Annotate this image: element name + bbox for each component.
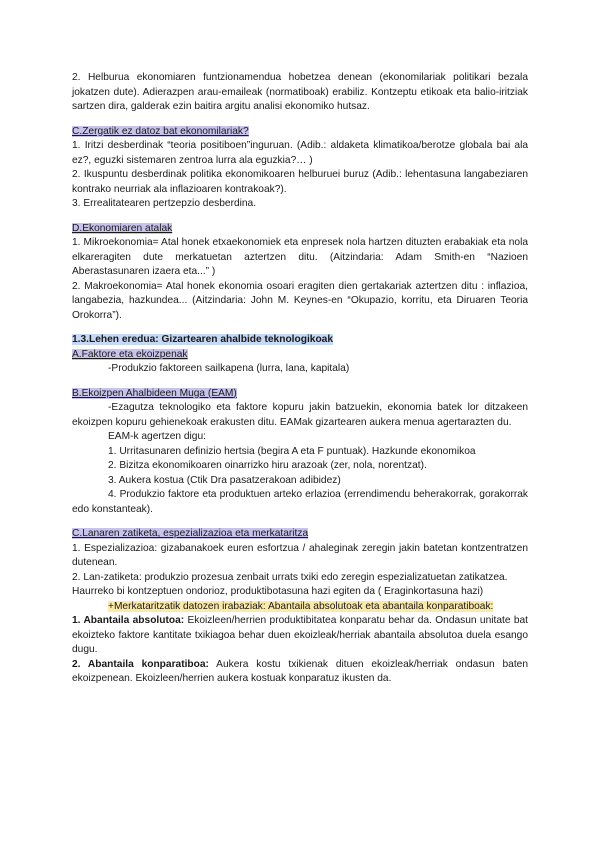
subsection-b-heading: B.Ekoizpen Ahalbideen Muga (EAM) [72,387,237,399]
abantaila-absolutoa-label: 1. Abantaila absolutoa: [72,615,185,626]
abantaila-absolutoa-text: Ekoizleen/herrien produktibitatea konparatu behar da. Ondasun unitate bat ekoizteko faktore kantitate txikiagoa behar duen ekoizleak/herriak abantaila absolutoa duela esango dugu. [72,615,528,655]
subsection-c-haurreko: Haurreko bi kontzeptuen ondorioz, produktibotasuna hazi egiten da ( Eraginkortasuna hazi) [72,586,484,597]
abantaila-konparatiboa [72,658,528,687]
subsection-a-heading: A.Faktore eta ekoizpenak [72,348,188,360]
section-d-heading: D.Ekonomiaren atalak [72,222,173,234]
subsection-c-heading: C.Lanaren zatiketa, espezializazioa eta merkataritza [72,528,309,539]
subsection-b-item-1: 1. Urritasunaren definizio hertsia (begira A eta F puntuak). Hazkunde ekonomikoa [108,445,476,457]
subsection-b-intro: EAM-k agertzen digu: [108,431,206,442]
subsection-a-text: -Produkzio faktoreen sailkapena (lurra, lana, kapitala) [108,363,350,374]
document-body [72,71,528,687]
intro-paragraph-2: 2. Helburua ekonomiaren funtzionamendua hobetzea denean (ekonomilariak politikari bezala jokatzen dute). Adierazpen arau-emaileak (normatiboak) erabiliz. Kontzeptu etikoak eta balio-iritziak sartzen dira, galderak ezin baitira argitu analisi ekonomiko hutsaz. [72,72,528,112]
subsection-b-item-3: 3. Aukera kostua (Ctik Dra pasatzerakoan adibidez) [108,474,341,486]
section-c-item-1: 1. Iritzi desberdinak “teoria positiboen”inguruan. (Adib.: aldaketa klimatikoa/berotze globala bai ala ez?, eguzki sistemaren zentroa lurra ala eguzkia?… ) [72,140,528,166]
section-d-item-1: 1. Mikroekonomia= Atal honek etxaekonomiek eta enpresek nola hartzen dituzten erabakiak eta nola elkareragiten dute merkatuetan aztertzen ditu. (Aitzindaria: Adam Smith-en “Nazioen Aberastasunaren izaera eta...” ) [72,237,528,277]
subsection-c-item-2: 2. Lan-zatiketa: produkzio prozesua zenbait urrats txiki edo zeregin espezializatuetan zatikatzea. [72,571,508,583]
subsection-c-highlight: +Merkataritzatik datozen irabaziak: Abantaila absolutoak eta abantaila konparatiboak: [108,600,494,612]
section-c-heading: C.Zergatik ez datoz bat ekonomilariak? [72,125,249,137]
subsection-b-item-4: 4. Produkzio faktore eta produktuen arteko erlazioa (errendimendu beherakorrak, gorakorrak edo konstanteak). [72,489,528,515]
section-d-item-2: 2. Makroekonomia= Atal honek ekonomia osoari eragiten dien gertakariak aztertzen ditu : inflazioa, langabezia, hazkundea... (Aitzindaria: John M. Keynes-en “Okupazio, korritu, eta Diruaren Teoria Orokorra”). [72,280,528,321]
abantaila-konparatiboa-label: 2. Abantaila konparatiboa: [72,658,209,670]
subsection-b-item-2: 2. Bizitza ekonomikoaren oinarrizko hiru arazoak (zer, nola, norentzat). [108,460,427,471]
section-13-title: 1.3.Lehen eredua: Gizartearen ahalbide teknologikoak [72,334,333,345]
subsection-b-text: -Ezagutza teknologiko eta faktore kopuru jakin batzuekin, ekonomia batek lor ditzakeen ekoizpen kopuru gehienekoak erakusten ditu. EAMak gizartearen aukera menua agertarazten du. [72,402,528,428]
abantaila-absolutoa [72,614,528,658]
subsection-c-item-1: 1. Espezializazioa: gizabanakoek euren esfortzua / ahaleginak zeregin jakin batetan kontzentratzen dutenean. [72,542,528,568]
section-c-item-3: 3. Errealitatearen pertzepzio desberdina. [72,198,257,209]
section-c-item-2: 2. Ikuspuntu desberdinak politika ekonomikoaren helburuei buruz (Adib.: lehentasuna langabeziaren kontrako neurriak ala inflazioaren kontrakoak?). [72,169,528,195]
abantaila-konparatiboa-text: Aukera kostu txikienak dituen ekoizleak/herriak ondasun baten ekoizpenean. Ekoizleen/herrien aukera kostuak konparatuz ikusten da. [72,658,529,684]
